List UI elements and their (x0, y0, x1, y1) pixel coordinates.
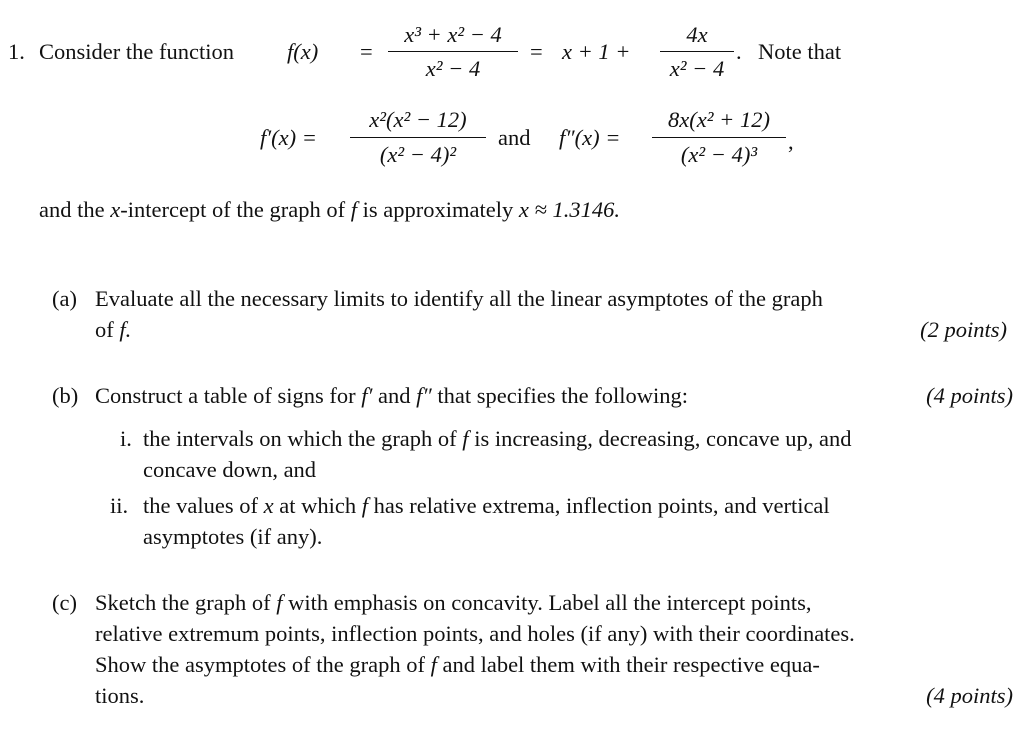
fraction-remainder-denominator: x² − 4 (669, 56, 725, 81)
expression-mid: x + 1 + (562, 39, 631, 64)
item-ii-line2: asymptotes (if any). (143, 524, 323, 549)
intercept-f: f (350, 197, 358, 222)
part-c-line3-prefix: Show the asymptotes of the graph of (95, 652, 425, 677)
intercept-statement (39, 194, 620, 225)
part-c-label: (c) (52, 590, 77, 615)
part-c-line1 (95, 587, 812, 618)
intercept-x: x (110, 197, 121, 222)
period: . (736, 39, 742, 64)
intercept-value: x ≈ 1.3146. (518, 197, 620, 222)
item-ii-x: x (263, 493, 274, 518)
part-a-f: f. (119, 317, 132, 342)
part-b-and: and (378, 383, 411, 408)
part-b-prefix: Construct a table of signs for (95, 383, 356, 408)
item-ii-f: f (361, 493, 368, 518)
fraction-bar (388, 51, 518, 52)
part-a-line2 (95, 314, 131, 345)
equals-sign-2: = (530, 39, 543, 64)
intercept-text-3: is approximately (362, 197, 514, 222)
fraction-fprime-numerator: x²(x² − 12) (369, 107, 467, 132)
note-that-text: Note that (758, 39, 842, 64)
intercept-text-1: and the (39, 197, 105, 222)
fraction-bar (660, 51, 734, 52)
item-ii-line1 (143, 490, 830, 521)
equals-sign-1: = (360, 39, 373, 64)
fraction-fdoubleprime-numerator: 8x(x² + 12) (668, 107, 770, 132)
part-b-line1 (95, 380, 688, 411)
part-a-label: (a) (52, 286, 77, 311)
item-i-f: f (462, 426, 469, 451)
part-c-f: f (276, 590, 283, 615)
fraction-bar (350, 137, 486, 138)
problem-number: 1. (8, 39, 25, 64)
item-i-suffix: is increasing, decreasing, concave up, and (474, 426, 852, 451)
item-ii-label: ii. (110, 493, 129, 518)
fraction-f (388, 14, 518, 80)
part-c-points: (4 points) (926, 683, 1013, 708)
part-c-line2: relative extremum points, inflection points, and holes (if any) with their coordinates. (95, 621, 855, 646)
fraction-fdoubleprime-denominator: (x² − 4)³ (680, 142, 758, 167)
item-i-label: i. (120, 426, 132, 451)
fraction-f-denominator: x² − 4 (425, 56, 481, 81)
part-c-prefix: Sketch the graph of (95, 590, 271, 615)
part-c-line4: tions. (95, 683, 145, 708)
part-a-points: (2 points) (920, 317, 1007, 342)
comma: , (788, 129, 794, 154)
part-c-suffix: with emphasis on concavity. Label all the intercept points, (288, 590, 812, 615)
f-label: f(x) (287, 39, 319, 64)
item-i-line2: concave down, and (143, 457, 317, 482)
intercept-text-2: -intercept of the graph of (120, 197, 346, 222)
item-i-prefix: the intervals on which the graph of (143, 426, 457, 451)
part-a-line1: Evaluate all the necessary limits to identify all the linear asymptotes of the graph (95, 286, 823, 311)
fraction-fprime (350, 101, 486, 167)
part-b-fdoubleprime: f″ (416, 383, 432, 408)
item-i-line1 (143, 423, 852, 454)
fprime-label: f′(x) = (260, 125, 317, 150)
fraction-f-numerator: x³ + x² − 4 (404, 22, 502, 47)
intro-text: Consider the function (39, 39, 234, 64)
and-text: and (498, 125, 531, 150)
part-c-line3-suffix: and label them with their respective equa- (442, 652, 820, 677)
part-b-points: (4 points) (926, 383, 1013, 408)
item-ii-prefix: the values of (143, 493, 258, 518)
item-ii-suffix: has relative extrema, inflection points, and vertical (373, 493, 830, 518)
part-c-line3 (95, 649, 820, 680)
fraction-remainder (660, 14, 734, 80)
fraction-fprime-denominator: (x² − 4)² (379, 142, 457, 167)
fraction-fdoubleprime (652, 101, 786, 167)
item-ii-mid: at which (279, 493, 357, 518)
part-c-line3-f: f (430, 652, 437, 677)
part-b-label: (b) (52, 383, 79, 408)
fdoubleprime-label: f″(x) = (559, 125, 621, 150)
part-b-fprime: f′ (361, 383, 373, 408)
part-a-of: of (95, 317, 114, 342)
part-b-suffix: that specifies the following: (437, 383, 688, 408)
fraction-remainder-numerator: 4x (686, 22, 708, 47)
fraction-bar (652, 137, 786, 138)
